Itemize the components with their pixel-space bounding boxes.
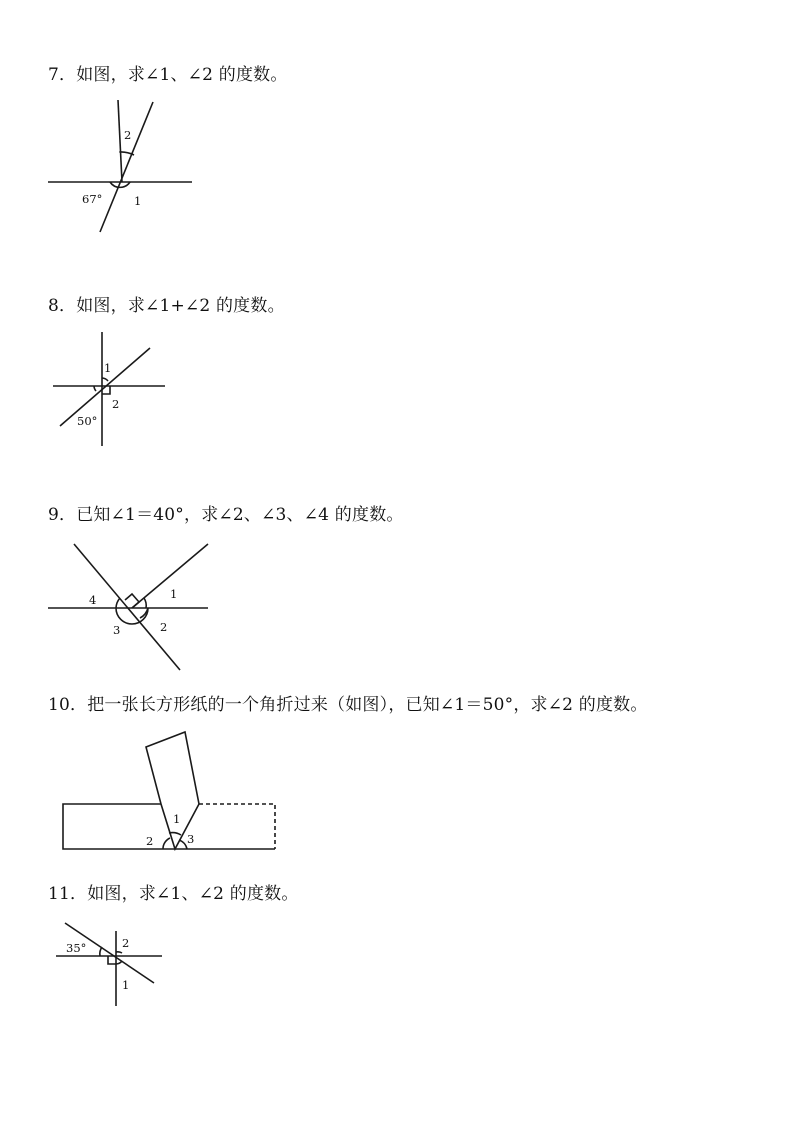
angle-4-arc [116,598,120,608]
slanted-line [100,102,153,232]
label-angle-2: 2 [146,834,154,848]
question-11-text: 11．如图，求∠1、∠2 的度数。 [48,884,299,904]
label-angle-1: 1 [170,587,178,601]
figure-q8 [45,328,175,453]
angle-1-arc [144,598,146,608]
label-angle-2: 2 [124,128,132,142]
label-67-degrees: 67° [82,192,103,206]
label-angle-1: 1 [173,812,181,826]
vertical-ray [118,100,122,182]
figure-q10 [55,725,285,860]
label-angle-3: 3 [113,623,121,637]
figure-q9 [40,538,220,678]
question-7-text: 7．如图，求∠1、∠2 的度数。 [48,65,288,85]
label-angle-1: 1 [134,194,142,208]
figure-q11 [50,913,180,1013]
label-35-degrees: 35° [66,941,87,955]
question-9-text: 9．已知∠1＝40°，求∠2、∠3、∠4 的度数。 [48,505,404,525]
angle-3-arc [179,840,187,849]
label-50-degrees: 50° [77,414,98,428]
label-angle-2: 2 [160,620,168,634]
paper-rectangle [63,804,275,849]
label-angle-2: 2 [112,397,120,411]
right-angle-mark [102,386,110,394]
label-angle-4: 4 [89,593,97,607]
label-angle-1: 1 [104,361,112,375]
label-angle-3: 3 [187,832,195,846]
slanted-line [60,348,150,426]
original-corner-dashed [199,804,275,849]
slanted-line-left [74,544,180,670]
question-10-text: 10．把一张长方形纸的一个角折过来（如图），已知∠1＝50°，求∠2 的度数。 [48,695,648,715]
figure-q7 [40,95,210,240]
label-angle-2: 2 [122,936,130,950]
angle-1-arc [102,378,108,381]
question-8-text: 8．如图，求∠1+∠2 的度数。 [48,296,285,316]
angle-2-arc [116,952,122,953]
angle-1-arc [116,961,122,964]
label-angle-1: 1 [122,978,130,992]
angle-35-arc [100,947,102,956]
angle-2-arc [163,838,170,849]
